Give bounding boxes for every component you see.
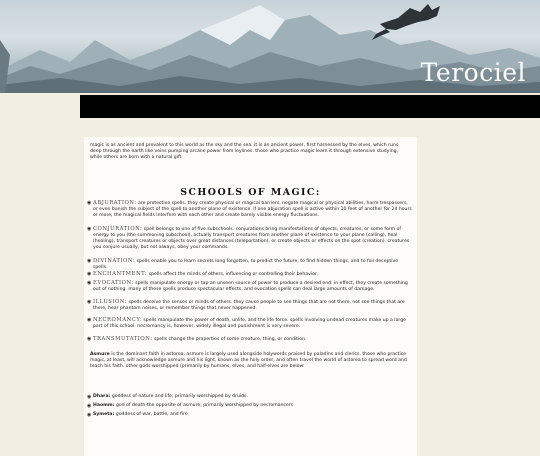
navigation-bar[interactable]: [80, 95, 540, 118]
school-name: ENCHANTMENT:: [93, 271, 148, 277]
school-name: ILLUSION:: [93, 299, 128, 305]
god-name: Dhara:: [93, 394, 111, 399]
faith-text: [90, 352, 410, 370]
school-name: TRANSMUTATION:: [93, 336, 153, 342]
god-description: god of death-the opposite of asmure; primarily worshipped by necromancers: [114, 403, 294, 408]
school-conjuration: [87, 226, 412, 251]
school-divination: [87, 258, 412, 271]
faith-description: is the dominant faith in astorea. asmure is largely used alongside holywords praised by paladins and clerics. those who practice magic, at least, will acknowledge asmure and his light, known as the holy order, and often travel the world of astorea to spread word and teach his faith. other gods worshipped (primarily by humans, elves, and half-elves are below:: [90, 352, 407, 370]
school-name: NECROMANCY:: [93, 317, 142, 323]
bullet-icon: ◉: [87, 226, 92, 232]
bullet-icon: ◉: [87, 403, 92, 409]
bullet-icon: ◉: [87, 200, 92, 206]
school-description: spells affect the minds of others, influencing or controlling their behavior.: [147, 272, 318, 277]
bullet-icon: ◉: [87, 412, 92, 418]
school-description: spells manipulate energy or tap an unseen source of power to produce a desired end. in effect, they create something out of nothing. many of these spells produce spectacular effects, and evocation spells can deal large amounts of damage.: [93, 281, 408, 293]
school-name: DIVINATION:: [93, 258, 136, 264]
site-title: Terociel: [420, 58, 526, 87]
god-dhara: [87, 394, 412, 400]
header-banner: [0, 0, 540, 93]
school-description: spells deceive the senses or minds of others. they cause people to see things that are not there, not see things that are there, hear phantom noises, or remember things that never happened.: [93, 300, 405, 312]
school-name: EVOCATION:: [93, 280, 134, 286]
bullet-icon: ◉: [87, 394, 92, 400]
god-haomm: [87, 403, 412, 409]
dragon-icon: [372, 4, 440, 40]
school-abjuration: [87, 200, 412, 219]
school-description: spell belongs to one of five subschools. conjurations bring manifestations of objects, creatures, or some form of energy to you (the summoning subschool), actually transport creatures from another plane of existence to your plane (calling), heal (healing), transport creatures or objects over great distances (teleportation), or create objects or effects on the spot (creation). creatures you conjure usually, but not always, obey your commands.: [93, 227, 410, 251]
god-description: goddess of nature and life; primarily worshipped by druids.: [110, 394, 248, 399]
bullet-icon: ◉: [87, 299, 92, 305]
school-description: spells enable you to learn secrets long forgotten, to predict the future, to find hidden things, and to foil deceptive spells.: [93, 259, 399, 271]
bullet-icon: ◉: [87, 271, 92, 277]
schools-heading: SCHOOLS OF MAGIC:: [180, 187, 321, 198]
school-description: are protective spells. they create physical or magical barriers, negate magical or physical abilities, harm trespassers, or even banish the subject of the spell to another plane of existence. if one abjuration spell is active within 10 feet of another for 24 hours or more, the magical fields interfere with each other and create barely visible energy fluctuations.: [93, 201, 412, 219]
faith-name: Asmure: [90, 352, 110, 357]
school-enchantment: [87, 271, 412, 278]
school-name: CONJURATION:: [93, 226, 143, 232]
bullet-icon: ◉: [87, 280, 92, 286]
school-illusion: [87, 299, 412, 312]
magic-intro-text: magic is as ancient and prevalent to this world as the sky and the sea. it is an ancient power, first harnessed by the elves, which runs deep through the earth like veins pumping arcane power from leylines. those who practice magic learn it through extensive studying, while others are born with a natural gift.: [90, 143, 399, 161]
bullet-icon: ◉: [87, 336, 92, 342]
god-name: Haomm:: [93, 403, 115, 408]
bullet-icon: ◉: [87, 317, 92, 323]
faith-section: [84, 344, 417, 424]
school-description: spells manipulate the power of death, unlife, and the life force. spells involving undead creatures make up a large part of this school. necromancy is, however, widely illegal and punishment is very severe.: [93, 318, 406, 330]
school-transmutation: [87, 336, 412, 343]
god-symeta: [87, 412, 412, 418]
school-evocation: [87, 280, 412, 293]
school-name: ABJURATION:: [93, 200, 137, 206]
school-necromancy: [87, 317, 412, 330]
god-name: Symeta:: [93, 412, 115, 417]
bullet-icon: ◉: [87, 258, 92, 264]
god-description: goddess of war, battle, and fire: [114, 412, 188, 417]
main-content: [80, 118, 540, 418]
school-description: spells change the properties of some creature, thing, or condition.: [152, 337, 307, 342]
